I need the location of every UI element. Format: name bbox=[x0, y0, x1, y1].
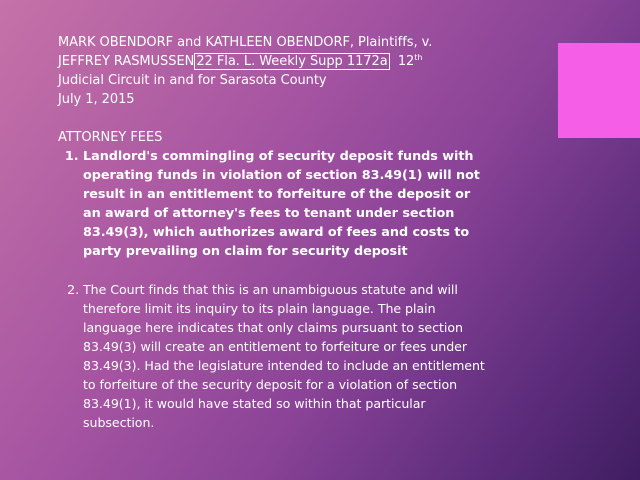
list-item: 1. Landlord's commingling of security deposit funds with operating funds in violation of section 83.49(1) will not result in an entitlement to forfeiture of the deposit or an award of attorney's fees to tenant under section 83.49(3), which authorizes award of fees and costs to party prevailing on claim for security deposit bbox=[83, 147, 490, 261]
slide-content bbox=[58, 33, 490, 432]
circuit-suffix: th bbox=[414, 53, 423, 62]
decision-date: July 1, 2015 bbox=[58, 92, 135, 107]
case-caption bbox=[58, 33, 490, 109]
citation: 22 Fla. L. Weekly Supp 1172a bbox=[196, 54, 388, 69]
accent-box bbox=[558, 43, 640, 138]
holdings-list bbox=[58, 147, 490, 432]
case-parties-citation-line bbox=[58, 52, 490, 71]
list-item: 2. The Court finds that this is an unambiguous statute and will therefore limit its inquiry to its plain language. The plain language here indicates that only claims pursuant to section 83.49(3) will create an entitlement to forfeiture or fees under 83.49(3). Had the legislature intended to include an entitlement to forfeiture of the security deposit for a violation of section 83.49(1), it would have stated so within that particular subsection. bbox=[83, 280, 490, 432]
court-line: Judicial Circuit in and for Sarasota County bbox=[58, 73, 327, 88]
defendant-name: JEFFREY RASMUSSEN bbox=[58, 54, 195, 69]
section-heading: ATTORNEY FEES bbox=[58, 130, 163, 145]
circuit-number: 12 bbox=[397, 54, 415, 69]
case-parties-line: MARK OBENDORF and KATHLEEN OBENDORF, Plaintiffs, v. bbox=[58, 35, 433, 50]
